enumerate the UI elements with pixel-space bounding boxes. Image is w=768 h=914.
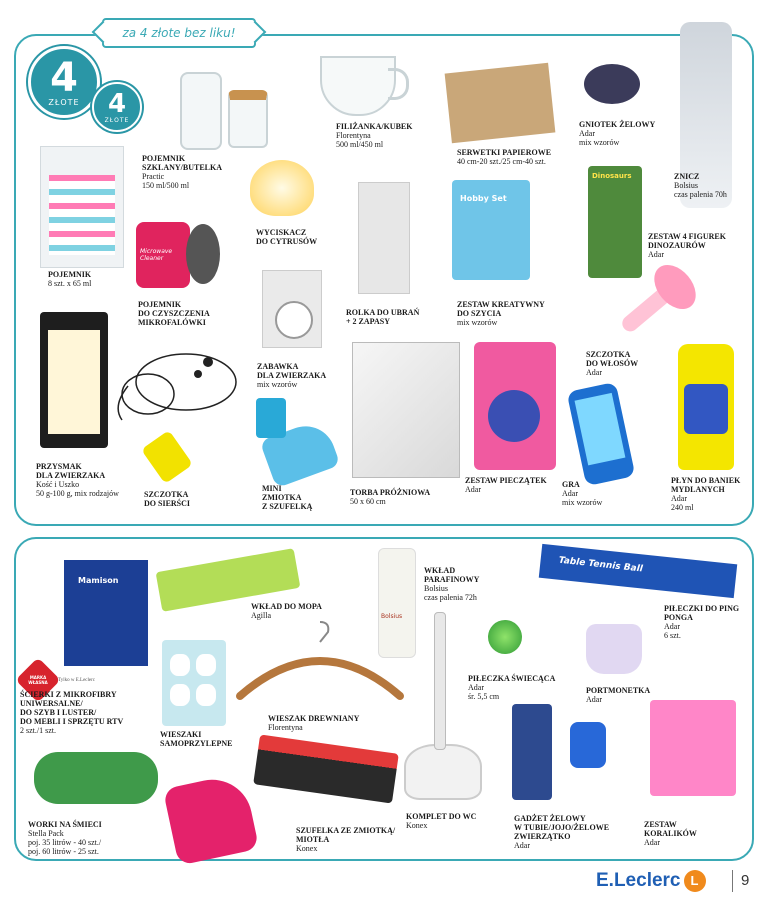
product-name: PŁYN DO BANIEK MYDLANYCH: [671, 476, 741, 494]
product-label: [579, 120, 655, 147]
product-details: Bolsius czas palenia 72h: [424, 584, 477, 602]
product-details: mix wzorów: [257, 380, 298, 389]
product-label: [468, 674, 555, 701]
own-brand-badge-text: MARKA WŁASNA: [28, 675, 48, 685]
product-name: ŚCIERKI Z MIKROFIBRY UNIWERSALNE/ DO SZYB I LUSTER/ DO MEBLI I SPRZĘTU RTV: [20, 690, 124, 726]
product-label: [36, 462, 119, 498]
product-label: [257, 362, 326, 389]
garbage-bags-image: [34, 752, 158, 804]
hook-2: [196, 654, 216, 676]
price-badge-big: [28, 46, 100, 118]
product-name: WIESZAKI SAMOPRZYLEPNE: [160, 730, 233, 748]
sewing-set-title: Hobby Set: [460, 194, 507, 203]
microfiber-cloth-brand: Mamison: [78, 576, 119, 585]
product-details: Adar mix wzorów: [579, 129, 620, 147]
product-details: Adar 6 szt.: [664, 622, 681, 640]
product-label: [562, 480, 602, 507]
paraffin-insert-brand: Bolsius: [381, 613, 403, 620]
product-label: [262, 484, 312, 511]
product-name: ROLKA DO UBRAŃ + 2 ZAPASY: [346, 308, 420, 326]
product-name: POJEMNIK SZKLANY/BUTELKA: [142, 154, 223, 172]
bubble-liquid-image: [678, 344, 734, 470]
product-details: 50 x 60 cm: [350, 497, 386, 506]
product-details: Adar: [514, 841, 530, 850]
phone-game-screen: [575, 393, 626, 465]
hook-4: [196, 684, 216, 706]
dinosaur-set-title: Dinosaurs: [592, 172, 632, 180]
product-label: [664, 604, 739, 640]
product-name: SERWETKI PAPIEROWE: [457, 148, 552, 157]
product-label: [296, 826, 395, 853]
dog-sketch-svg: [108, 344, 240, 424]
price-badge-big-currency: ZŁOTE: [48, 97, 80, 107]
product-label: [142, 154, 222, 190]
product-details: Bolsius czas palenia 70h: [674, 181, 727, 199]
product-label: [138, 300, 210, 327]
product-details: Konex: [406, 821, 428, 830]
product-details: Adar mix wzorów: [562, 489, 603, 507]
pet-toy-ball: [275, 301, 313, 339]
exclusive-note: Tylko w E.Leclerc: [58, 678, 95, 683]
product-name: WORKI NA ŚMIECI: [28, 820, 102, 829]
product-name: WKŁAD DO MOPA: [251, 602, 322, 611]
pingpong-box-title: Table Tennis Ball: [558, 555, 644, 575]
product-name: PRZYSMAK DLA ZWIERZAKA: [36, 462, 106, 480]
product-label: [457, 300, 545, 327]
product-label: [457, 148, 551, 166]
dog-sketch-image: [108, 344, 240, 424]
page-number: 9: [732, 870, 749, 892]
product-name: POJEMNIK: [48, 270, 92, 279]
product-label: [406, 812, 476, 830]
hook-1: [170, 654, 190, 676]
product-details: 40 cm-20 szt./25 cm-40 szt.: [457, 157, 546, 166]
price-badge-small: [92, 82, 142, 132]
product-details: Adar 240 ml: [671, 494, 694, 512]
product-name: KOMPLET DO WC: [406, 812, 477, 821]
glass-jar-image: [228, 90, 268, 148]
wc-set-image: [404, 744, 482, 800]
brand-logo[interactable]: [596, 870, 706, 892]
pet-toy-image: [262, 270, 322, 348]
self-adhesive-hooks-image: [162, 640, 226, 726]
product-label: [160, 730, 232, 748]
product-label: [674, 172, 727, 199]
bubble-liquid-label: [684, 384, 728, 434]
product-details: 8 szt. x 65 ml: [48, 279, 92, 288]
product-name: ZESTAW PIECZĄTEK: [465, 476, 547, 485]
brand-logo-mark: L: [684, 870, 706, 892]
promo-tag-text: za 4 złote bez liku!: [122, 26, 236, 40]
product-name: GADŻET ŻELOWY W TUBIE/JOJO/ŻELOWE ZWIERZĄTKO: [514, 814, 610, 841]
product-details: Stella Pack poj. 35 litrów - 40 szt./ poj. 60 litrów - 25 szt.: [28, 829, 102, 856]
product-name: ZNICZ: [674, 172, 700, 181]
price-badge-big-number: 4: [50, 54, 78, 101]
product-name: ZESTAW KREATYWNY DO SZYCIA: [457, 300, 545, 318]
product-name: WKŁAD PARAFINOWY: [424, 566, 480, 584]
wooden-hanger-image: [232, 616, 408, 706]
product-name: ZESTAW 4 FIGUREK DINOZAURÓW: [648, 232, 726, 250]
product-details: Florentyna 500 ml/450 ml: [336, 131, 384, 149]
product-name: WYCISKACZ DO CYTRUSÓW: [256, 228, 318, 246]
mini-brush-image: [256, 398, 286, 438]
yoyo-image: [570, 722, 606, 768]
product-label: [586, 350, 638, 377]
gel-spider-image: [584, 64, 640, 104]
lint-roller-image: [358, 182, 410, 294]
product-label: [671, 476, 740, 512]
product-label: [648, 232, 726, 259]
beads-set-image: [650, 700, 736, 796]
microwave-cleaner-lid-image: [186, 224, 220, 284]
pet-treat-image: [40, 312, 108, 448]
product-name: GNIOTEK ŻELOWY: [579, 120, 656, 129]
citrus-squeezer-image: [250, 160, 314, 216]
product-label: [465, 476, 547, 494]
wooden-hanger-svg: [232, 616, 408, 706]
hook-3: [170, 684, 190, 706]
product-details: Adar: [648, 250, 664, 259]
product-label: [514, 814, 609, 850]
napkins-image: [445, 63, 556, 143]
product-label: [268, 714, 359, 732]
product-label: [28, 820, 102, 856]
product-name: FILIŻANKA/KUBEK: [336, 122, 413, 131]
product-details: Adar: [586, 368, 602, 377]
product-label: [336, 122, 412, 149]
product-name: POJEMNIK DO CZYSZCZENIA MIKROFALÓWKI: [138, 300, 210, 327]
stamp-set-disc: [488, 390, 540, 442]
product-label: [144, 490, 190, 508]
vacuum-bag-image: [352, 342, 460, 478]
product-details: Florentyna: [268, 723, 303, 732]
microwave-cleaner-title: Microwave Cleaner: [140, 248, 173, 262]
product-name: ZABAWKA DLA ZWIERZAKA: [257, 362, 327, 380]
product-name: ZESTAW KORALIKÓW: [644, 820, 697, 838]
gel-gadget-image: [512, 704, 552, 800]
product-name: SZCZOTKA DO WŁOSÓW: [586, 350, 639, 368]
price-badge-small-currency: ZŁOTE: [104, 116, 130, 124]
product-name: PIŁECZKA ŚWIECĄCA: [468, 674, 556, 683]
stamp-set-image: [474, 342, 556, 470]
product-label: [20, 690, 123, 735]
product-label: [48, 270, 91, 288]
product-label: [644, 820, 697, 847]
glow-ball-image: [488, 620, 522, 654]
product-name: GRA: [562, 480, 580, 489]
product-name: SZUFELKA ZE ZMIOTKĄ/ MIOTŁA: [296, 826, 396, 844]
product-details: Kość i Uszko 50 g-100 g, mix rodzajów: [36, 480, 119, 498]
product-label: [424, 566, 479, 602]
product-label: [346, 308, 419, 326]
wc-brush-handle-image: [434, 612, 446, 750]
sewing-set-image: [452, 180, 530, 280]
dinosaur-set-image: [588, 166, 642, 278]
pet-treat-window: [48, 330, 100, 434]
containers-lids: [49, 175, 115, 255]
product-label: [586, 686, 650, 704]
product-name: MINI ZMIOTKA Z SZUFELKĄ: [262, 484, 313, 511]
product-details: 2 szt./1 szt.: [20, 726, 56, 735]
product-details: Adar: [644, 838, 660, 847]
purse-image: [586, 624, 642, 674]
microwave-cleaner-image: [136, 222, 190, 288]
product-name: WIESZAK DREWNIANY: [268, 714, 360, 723]
product-details: Agilla: [251, 611, 271, 620]
microfiber-cloth-image: [64, 560, 148, 666]
product-details: Adar: [465, 485, 481, 494]
product-details: Konex: [296, 844, 318, 853]
product-details: Adar: [586, 695, 602, 704]
product-label: [350, 488, 430, 506]
glass-bottle-image: [180, 72, 222, 150]
promo-tag: [102, 18, 256, 48]
product-name: PIŁECZKI DO PING PONGA: [664, 604, 740, 622]
price-badge-small-number: 4: [107, 88, 127, 119]
product-name: TORBA PRÓŻNIOWA: [350, 488, 431, 497]
product-label: [256, 228, 317, 246]
containers-image: [40, 146, 124, 268]
product-details: Practic 150 ml/500 ml: [142, 172, 190, 190]
product-name: PORTMONETKA: [586, 686, 651, 695]
brand-logo-text: E.Leclerc: [596, 870, 681, 891]
product-name: SZCZOTKA DO SIERŚCI: [144, 490, 191, 508]
product-label: [251, 602, 322, 620]
product-details: mix wzorów: [457, 318, 498, 327]
product-details: Adar śr. 5,5 cm: [468, 683, 500, 701]
